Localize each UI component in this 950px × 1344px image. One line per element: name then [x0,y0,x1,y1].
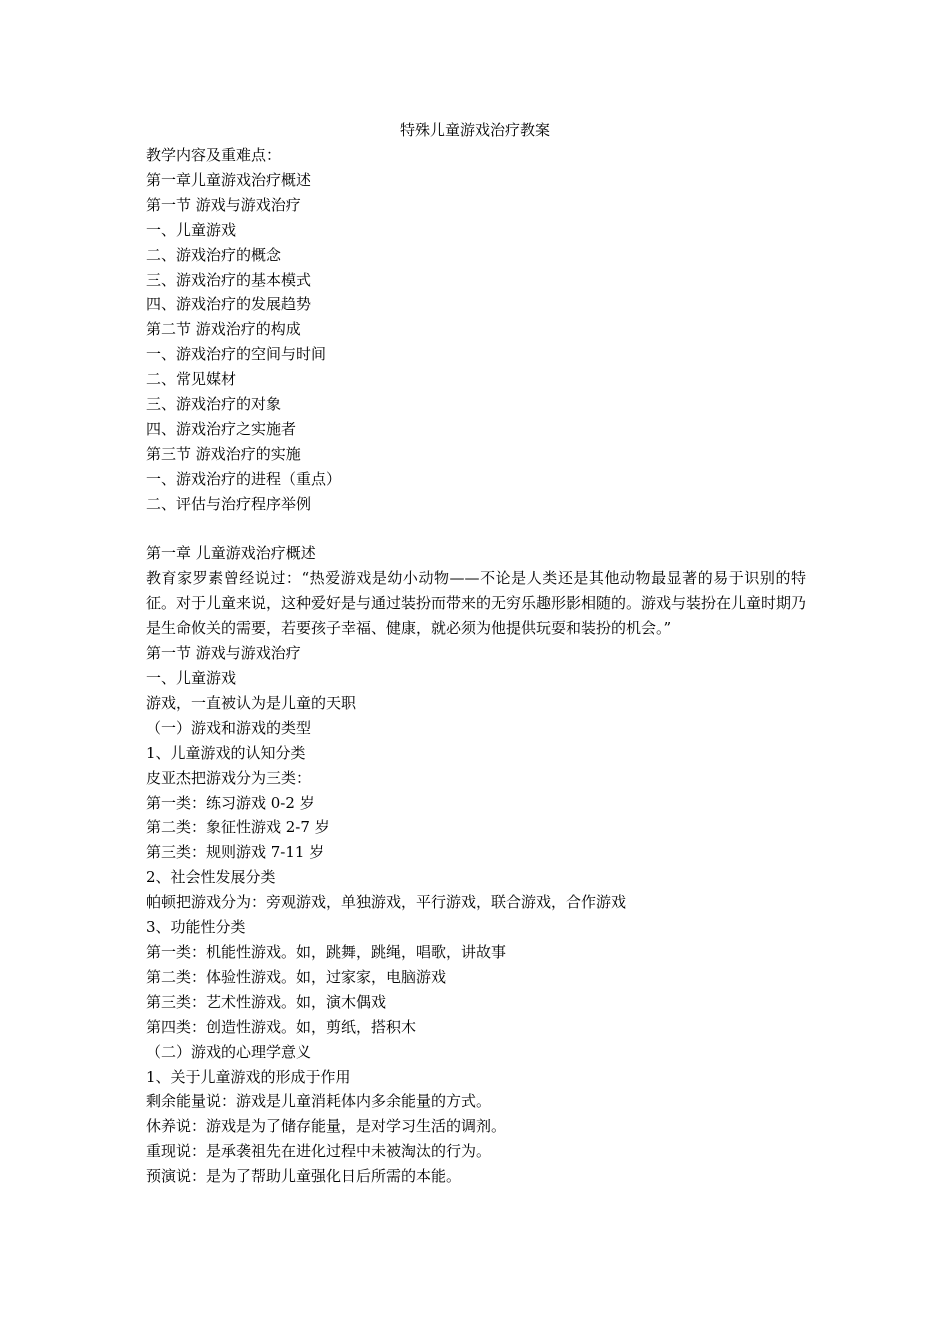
content-line: 第四类：创造性游戏。如，剪纸，搭积木 [146,1017,417,1036]
content-line: 预演说：是为了帮助儿童强化日后所需的本能。 [146,1167,462,1186]
content-line: 皮亚杰把游戏分为三类： [146,768,312,787]
toc-item: 第三节 游戏治疗的实施 [146,444,301,463]
subsection-heading: 一、儿童游戏 [146,669,237,688]
toc-item: 二、常见媒材 [146,370,237,389]
content-line: 第二类：体验性游戏。如，过家家，电脑游戏 [146,967,447,986]
content-line: 休养说：游戏是为了储存能量，是对学习生活的调剂。 [146,1117,507,1136]
content-line: 2、社会性发展分类 [146,868,276,887]
content-line: 第一类：练习游戏 0-2 岁 [146,793,315,812]
content-line: 1、关于儿童游戏的形成于作用 [146,1067,351,1086]
toc-item: 三、游戏治疗的对象 [146,395,282,414]
content-line: 剩余能量说：游戏是儿童消耗体内多余能量的方式。 [146,1092,492,1111]
content-line: 第三类：艺术性游戏。如，演木偶戏 [146,992,387,1011]
blank-line [146,517,806,542]
toc-item: 四、游戏治疗的发展趋势 [146,295,312,314]
content-line: 3、功能性分类 [146,918,246,937]
content-line: 重现说：是承袭祖先在进化过程中未被淘汰的行为。 [146,1142,492,1161]
toc-item: 二、评估与治疗程序举例 [146,494,312,513]
toc-item: 第一节 游戏与游戏治疗 [146,195,301,214]
document-body [146,143,806,1189]
subsection-heading: （二）游戏的心理学意义 [146,1042,312,1061]
quote-paragraph: 教育家罗素曾经说过：“热爱游戏是幼小动物——不论是人类还是其他动物最显著的易于识别的特征。对于儿童来说，这种爱好是与通过装扮而带来的无穷乐趣形影相随的。游戏与装扮在儿童时期乃是生命攸关的需要，若要孩子幸福、健康，就必须为他提供玩耍和装扮的机会。” [146,569,807,638]
content-line: 第二类：象征性游戏 2-7 岁 [146,818,330,837]
toc-section [146,143,806,517]
toc-item: 第二节 游戏治疗的构成 [146,320,301,339]
content-section [146,641,806,1189]
chapter-heading: 第一章 儿童游戏治疗概述 [146,544,316,563]
toc-item: 一、儿童游戏 [146,220,237,239]
toc-item: 一、游戏治疗的进程（重点） [146,469,342,488]
content-line: 帕顿把游戏分为：旁观游戏，单独游戏，平行游戏，联合游戏，合作游戏 [146,893,627,912]
toc-item: 一、游戏治疗的空间与时间 [146,345,327,364]
section-heading: 第一节 游戏与游戏治疗 [146,644,301,663]
toc-item: 第一章儿童游戏治疗概述 [146,170,312,189]
content-line: 第一类：机能性游戏。如，跳舞，跳绳，唱歌，讲故事 [146,942,507,961]
content-line: 第三类：规则游戏 7-11 岁 [146,843,325,862]
document-title: 特殊儿童游戏治疗教案 [399,121,550,139]
content-line: 游戏，一直被认为是儿童的天职 [146,693,357,712]
toc-item: 三、游戏治疗的基本模式 [146,270,312,289]
toc-heading: 教学内容及重难点： [146,146,282,164]
toc-item: 二、游戏治疗的概念 [146,245,282,264]
subsection-heading: （一）游戏和游戏的类型 [146,718,312,737]
toc-item: 四、游戏治疗之实施者 [146,419,297,438]
content-line: 1、儿童游戏的认知分类 [146,743,306,762]
